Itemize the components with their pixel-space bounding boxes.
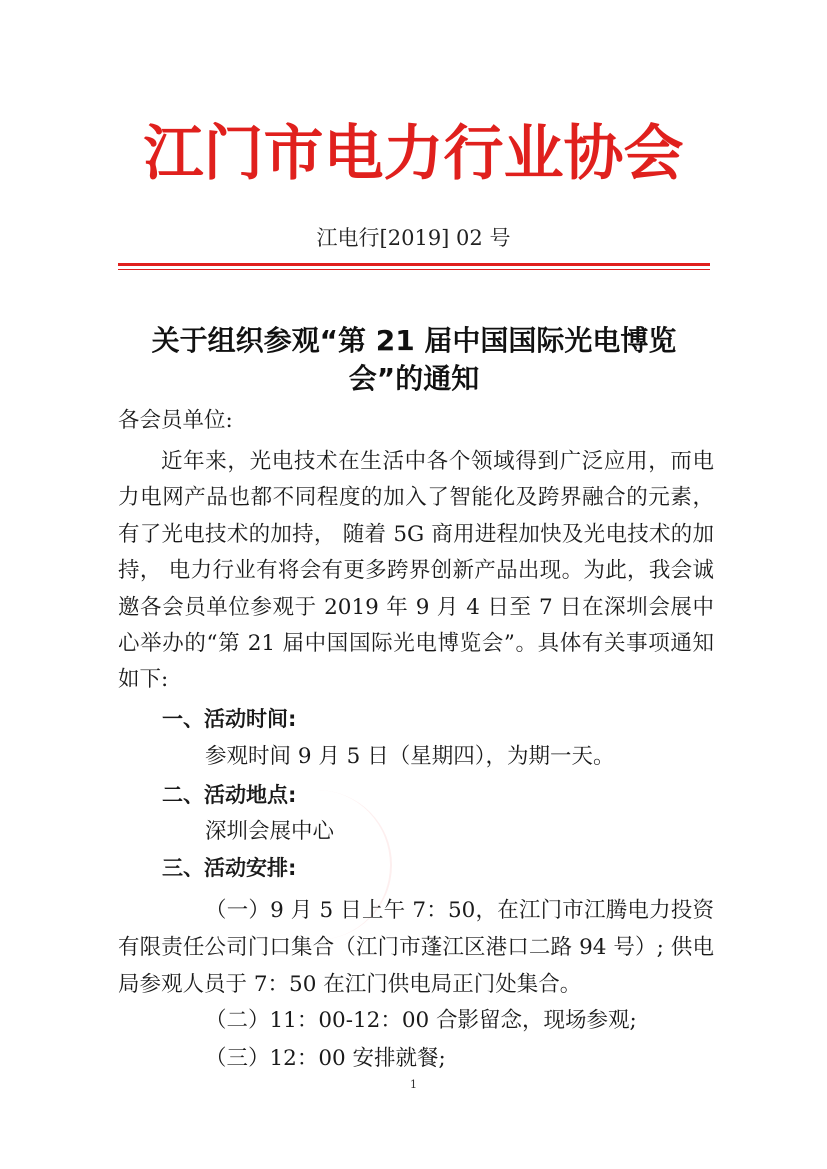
intro-paragraph: 近年来，光电技术在生活中各个领域得到广泛应用，而电力电网产品也都不同程度的加入了智能化及跨界融合的元素，有了光电技术的加持， 随着 5G 商用进程加快及光电技术的加持， 电力行业有将会有更多跨界创新产品出现。为此，我会诚邀各会员单位参观于 2019 年 9 月 4 日至 7 日在深圳会展中心举办的“第 21 届中国国际光电博览会”。具体有关事项通知如下: <box>118 449 714 693</box>
section-heading-time: 一、活动时间: <box>162 707 297 731</box>
arrangement-item-1: （一）9 月 5 日上午 7：50，在江门市江腾电力投资有限责任公司门口集合（江门市蓬江区港口二路 94 号）; 供电局参观人员于 7：50 在江门供电局正门处集合。 <box>118 898 714 997</box>
arrangement-item-3: （三）12：00 安排就餐; <box>205 1046 446 1071</box>
salutation: 各会员单位: <box>118 408 233 433</box>
page-number: 1 <box>410 1078 417 1091</box>
section-text-time: 参观时间 9 月 5 日（星期四），为期一天。 <box>205 744 615 769</box>
letterhead-divider-thin <box>118 269 710 270</box>
section-text-place: 深圳会展中心 <box>205 819 335 844</box>
letterhead-org-name: 江门市电力行业协会 <box>143 119 684 189</box>
arrangement-item-2: （二）11：00-12：00 合影留念，现场参观; <box>205 1008 637 1033</box>
document-number: 江电行[2019] 02 号 <box>316 226 511 250</box>
section-heading-place: 二、活动地点: <box>162 783 297 807</box>
letterhead-divider-thick <box>118 263 710 266</box>
notice-title: 关于组织参观“第 21 届中国国际光电博览会”的通知 <box>151 324 677 395</box>
section-heading-arrangement: 三、活动安排: <box>162 856 297 880</box>
